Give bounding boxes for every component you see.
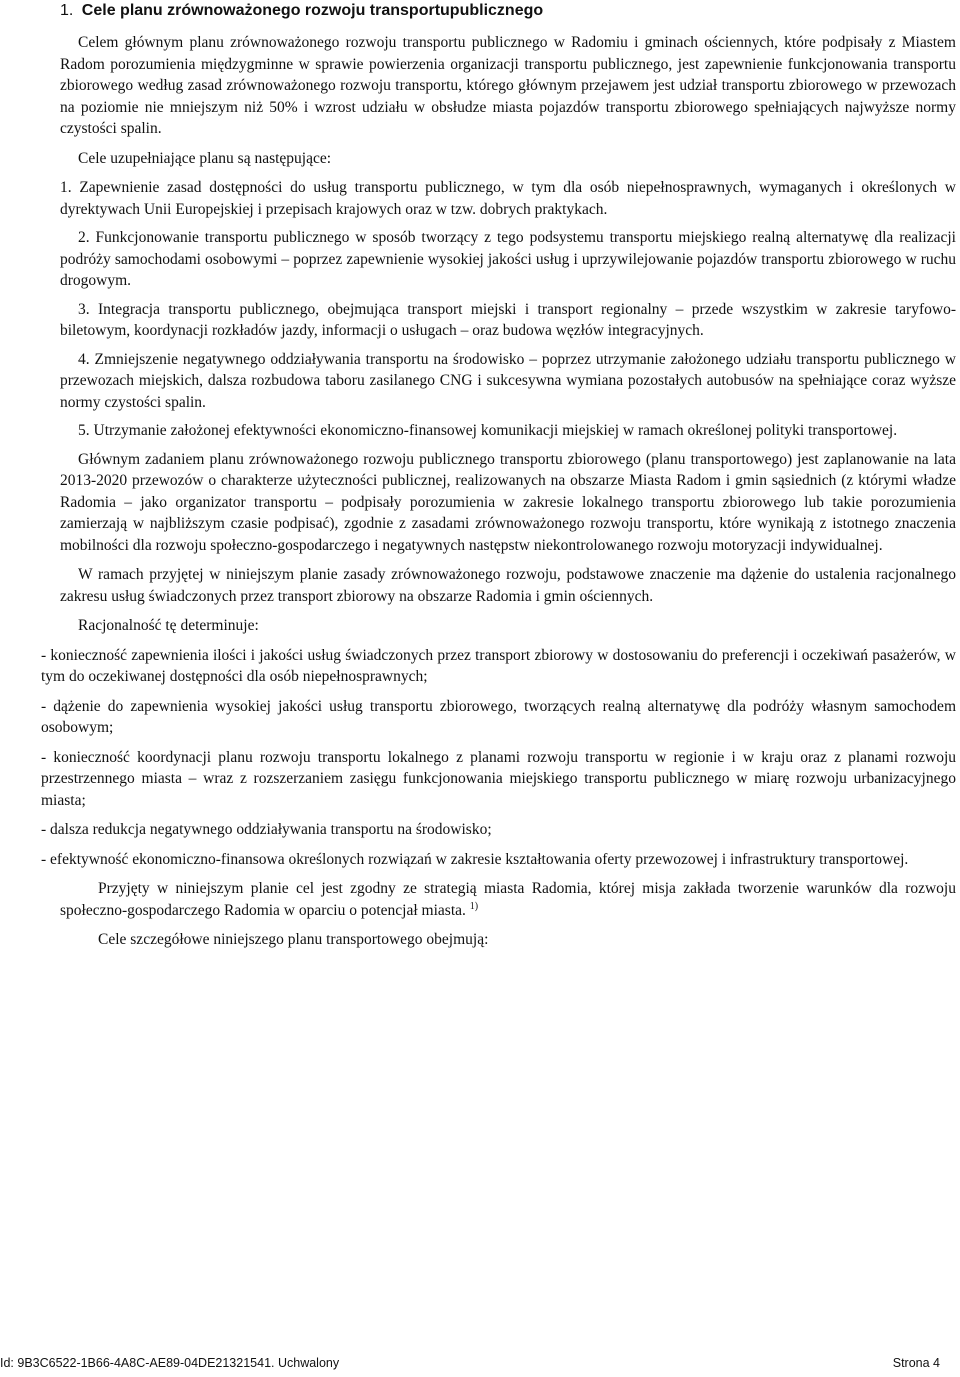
main-task-paragraph: Głównym zadaniem planu zrównoważonego rozwoju publicznego transportu zbiorowego (planu transportowego) jest zaplanowanie na lata 2013-2020 przewozów o charakterze użyteczności publicznej, realizowanych na obszarze Miasta Radom i gmin sąsiednich (z którymi władze Radomia – jako organizator transportu – podpisały porozumienia w zakresie lokalnego transportu zbiorowego lub takie porozumienia zamierzają w najbliższym czasie podpisać), zgodnie z zasadami zrównoważonego rozwoju transportu, które wynikają z istotnego znaczenia mobilności dla rozwoju społeczno-gospodarczego i negatywnych następstw niekontrolowanego rozwoju motoryzacji indywidualnej. bbox=[60, 450, 956, 554]
supplementary-goals-intro: Cele uzupełniające planu są następujące: bbox=[78, 149, 332, 167]
detailed-goals-intro: Cele szczegółowe niniejszego planu transportowego obejmują: bbox=[98, 931, 489, 948]
list-item: - konieczność koordynacji planu rozwoju transportu lokalnego z planami rozwoju transportu w regionie i w kraju oraz z planami rozwoju przestrzennego miasta – wraz z rozszerzaniem zasięgu funkcjonowania miejskiego transportu publicznego w miarę rozwoju urbanizacyjnego miasta; bbox=[41, 748, 956, 809]
rationality-intro: Racjonalność tę determinuje: bbox=[78, 617, 259, 634]
document-body bbox=[41, 30, 956, 959]
section-number: 1. bbox=[60, 2, 74, 19]
goal-item-4: 4. Zmniejszenie negatywnego oddziaływania transportu na środowisko – poprzez utrzymanie założonego udziału transportu publicznego w przewozach miejskich, dalsza rozbudowa taboru zasilanego CNG i sukcesywna wymiana pozostałych autobusów na spełniające coraz wyższe normy czystości spalin. bbox=[60, 350, 956, 411]
goal-item-5: 5. Utrzymanie założonej efektywności ekonomiczno-finansowej komunikacji miejskiej w ramach określonej polityki transportowej. bbox=[78, 422, 898, 439]
strategy-text: Przyjęty w niniejszym planie cel jest zgodny ze strategią miasta Radomia, której misja zakłada tworzenie warunków dla rozwoju społeczno-gospodarczego Radomia w oparciu o potencjał miasta. bbox=[60, 880, 956, 919]
main-goal-paragraph: Celem głównym planu zrównoważonego rozwoju transportu publicznego w Radomiu i gminach ościennych, które podpisały z Miastem Radom porozumienia międzygminne w sprawie powierzenia organizacji transportu publicznego, jest zapewnienie funkcjonowania transportu zbiorowego według zasad zrównoważonego rozwoju transportu, którego głównym przejawem jest udział transportu zbiorowego w przewozach na poziomie nie mniejszym niż 50% i wzrost udziału w obsłudze miasta pojazdów transportu zbiorowego spełniających najwyższe normy czystości spalin. bbox=[60, 34, 956, 137]
footnote-ref: 1) bbox=[469, 900, 479, 912]
goal-item-2: 2. Funkcjonowanie transportu publicznego w sposób tworzący z tego podsystemu transportu miejskiego realną alternatywę dla realizacji podróży samochodami osobowymi – poprzez zapewnienie wysokiej jakości usług i uprzywilejowanie pojazdów transportu zbiorowego w ruchu drogowym. bbox=[60, 229, 956, 289]
document-id: Id: 9B3C6522-1B66-4A8C-AE89-04DE21321541. Uchwalony bbox=[0, 1356, 340, 1370]
section-heading bbox=[60, 0, 940, 22]
strategy-paragraph bbox=[60, 878, 956, 921]
page-footer bbox=[0, 1356, 940, 1374]
list-item: - konieczność zapewnienia ilości i jakości usług świadczonych przez transport zbiorowy w dostosowaniu do preferencji i oczekiwań pasażerów, w tym do oczekiwanej dostępności dla osób niepełnosprawnych; bbox=[41, 646, 956, 685]
list-item: - dążenie do zapewnienia wysokiej jakości usług transportu zbiorowego, tworzących realną alternatywę dla podróży własnym samochodem osobowym; bbox=[41, 697, 956, 736]
goal-item-3: 3. Integracja transportu publicznego, obejmująca transport miejski i transport regionalny – przede wszystkim w zakresie taryfowo-biletowym, koordynacji rozkładów jazdy, informacji o usługach – oraz budowa węzłów integracyjnych. bbox=[60, 300, 956, 339]
list-item: - efektywność ekonomiczno-finansowa określonych rozwiązań w zakresie kształtowania oferty przewozowej i infrastruktury transportowej. bbox=[41, 850, 909, 868]
rationality-list bbox=[41, 645, 956, 871]
goal-item-1: 1. Zapewnienie zasad dostępności do usług transportu publicznego, w tym dla osób niepełnosprawnych, wymaganych i określonych w dyrektywach Unii Europejskiej i przepisach krajowych oraz w tzw. dobrych praktykach. bbox=[60, 179, 956, 218]
page-number: Strona 4 bbox=[892, 1356, 940, 1370]
list-item: - dalsza redukcja negatywnego oddziaływania transportu na środowisko; bbox=[41, 821, 492, 838]
section-title: Cele planu zrównoważonego rozwoju transportupublicznego bbox=[81, 2, 544, 19]
framework-paragraph: W ramach przyjętej w niniejszym planie zasady zrównoważonego rozwoju, podstawowe znaczenie ma dążenie do ustalenia racjonalnego zakresu usług świadczonych przez transport zbiorowy na obszarze Radomia i gmin ościennych. bbox=[60, 566, 956, 605]
